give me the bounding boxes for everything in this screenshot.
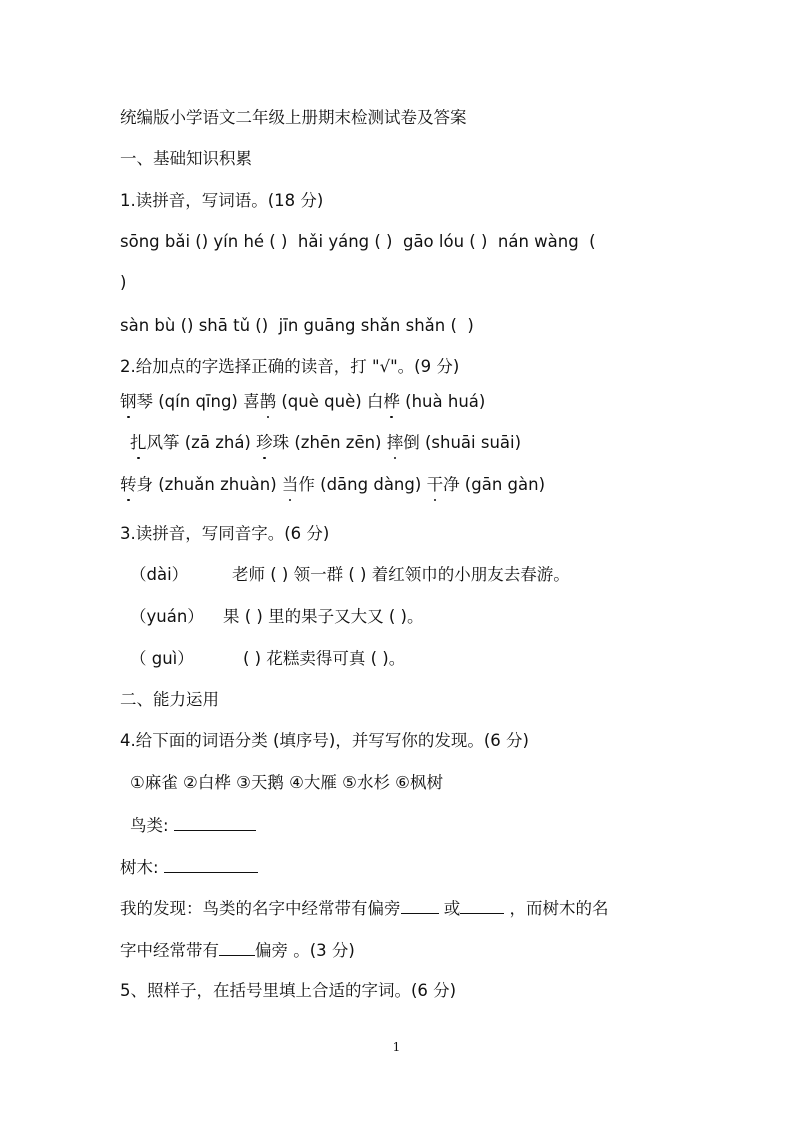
- answer-blank[interactable]: [460, 898, 504, 914]
- dotted-char: 珍: [256, 433, 273, 452]
- birds-label: 鸟类:: [130, 816, 169, 835]
- question-1-line-2: sàn bù () shā tǔ () jīn guāng shǎn shǎn ( ): [120, 316, 474, 335]
- word-char: 喜: [243, 392, 260, 411]
- question-4-items: ①麻雀 ②白桦 ③天鹅 ④大雁 ⑤水杉 ⑥枫树: [130, 773, 443, 792]
- finding-text: ，而树木的名: [504, 899, 609, 918]
- pinyin-label: （ guì）: [130, 649, 194, 668]
- pinyin-label: （yuán）: [130, 607, 204, 626]
- word-rest: 作: [298, 475, 315, 494]
- question-2-title: 2.给加点的字选择正确的读音，打 "√"。(9 分): [120, 357, 460, 376]
- answer-blank[interactable]: [164, 857, 258, 873]
- question-1-title: 1.读拼音，写词语。(18 分): [120, 191, 324, 210]
- word-rest: 珠: [272, 433, 290, 452]
- dotted-char: 钢: [120, 392, 137, 411]
- question-2-row: [130, 433, 521, 453]
- question-4-trees-row: [120, 857, 258, 878]
- pinyin-options: (dāng dàng): [314, 475, 427, 494]
- dotted-char: 扎: [130, 433, 147, 452]
- pinyin-options: (zhuǎn zhuàn): [153, 475, 282, 494]
- dotted-char: 鹊: [259, 392, 277, 411]
- section-heading: 一、基础知识积累: [120, 149, 252, 168]
- pinyin-label: （dài）: [130, 565, 189, 584]
- dotted-char: 桦: [383, 392, 400, 411]
- answer-blank[interactable]: [401, 898, 439, 914]
- page-number: 1: [392, 1040, 401, 1054]
- question-3-title: 3.读拼音，写同音字。(6 分): [120, 524, 330, 543]
- answer-blank[interactable]: [174, 815, 256, 831]
- dotted-char: 转: [120, 475, 137, 494]
- word-rest: 琴: [136, 392, 153, 411]
- pinyin-options: (zhēn zēn): [289, 433, 387, 452]
- dotted-char: 当: [281, 475, 299, 494]
- question-5-title: 5、照样子，在括号里填上合适的字词。(6 分): [120, 981, 457, 1000]
- pinyin-options: (gān gàn): [459, 475, 546, 494]
- answer-blank[interactable]: [219, 940, 255, 956]
- dotted-char: 干: [426, 475, 444, 494]
- question-3-sentence: 老师 ( ) 领一群 ( ) 着红领巾的小朋友去春游。: [232, 565, 570, 584]
- word-rest: 净: [443, 475, 460, 494]
- pinyin-options: (què què): [276, 392, 367, 411]
- question-3-sentence: 果 ( ) 里的果子又大又 ( )。: [223, 607, 424, 626]
- question-3-row: [130, 565, 188, 585]
- pinyin-options: (zā zhá): [179, 433, 257, 452]
- doc-title: 统编版小学语文二年级上册期末检测试卷及答案: [120, 108, 467, 127]
- dotted-char: 摔: [386, 433, 404, 452]
- question-4-title: 4.给下面的词语分类 (填序号)，并写写你的发现。(6 分): [120, 731, 529, 750]
- pinyin-options: (huà huá): [399, 392, 486, 411]
- section-heading: 二、能力运用: [120, 690, 219, 709]
- question-2-row: [120, 392, 485, 412]
- trees-label: 树木:: [120, 858, 159, 877]
- finding-text: 我的发现：鸟类的名字中经常带有偏旁: [120, 899, 401, 918]
- word-char: 白: [366, 392, 384, 411]
- question-4-finding-line-1: [120, 898, 609, 919]
- question-1-line-1: sōng bǎi () yín hé ( ) hǎi yáng ( ) gāo lóu ( ) nán wàng (: [120, 232, 596, 251]
- pinyin-options: (shuāi suāi): [419, 433, 522, 452]
- word-rest: 风筝: [146, 433, 180, 452]
- question-3-sentence: ( ) 花糕卖得可真 ( )。: [243, 649, 406, 668]
- word-rest: 身: [136, 475, 153, 494]
- question-3-row: [130, 649, 194, 669]
- question-2-row: [120, 475, 545, 495]
- question-1-line-1-cont: ): [120, 273, 127, 292]
- question-3-row: [130, 607, 204, 627]
- finding-text: 偏旁 。(3 分): [255, 941, 355, 960]
- finding-text: 或: [438, 899, 461, 918]
- pinyin-options: (qín qīng): [153, 392, 244, 411]
- word-rest: 倒: [403, 433, 420, 452]
- question-4-birds-row: [130, 815, 256, 836]
- finding-text: 字中经常带有: [120, 941, 219, 960]
- question-4-finding-line-2: [120, 940, 355, 961]
